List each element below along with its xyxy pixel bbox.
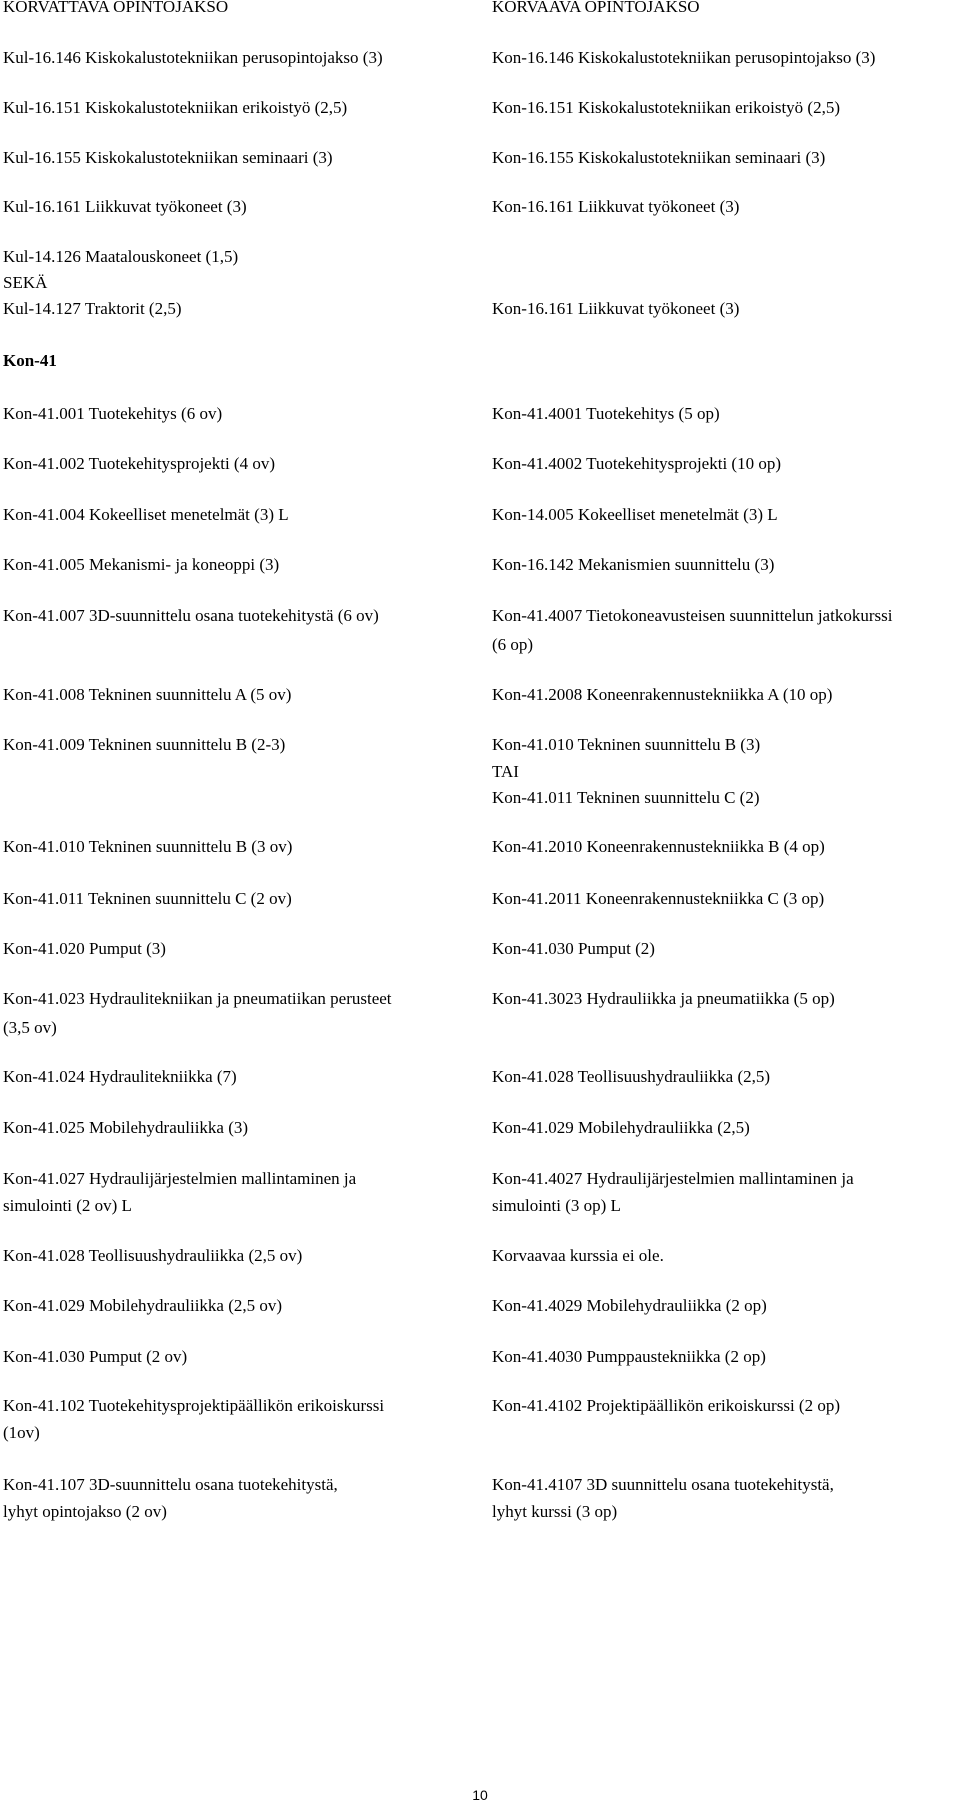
row-14-right: Kon-41.030 Pumput (2) — [492, 939, 655, 958]
row-14-left: Kon-41.020 Pumput (3) — [3, 939, 166, 958]
row-15-left-line1: Kon-41.023 Hydraulitekniikan ja pneumatiikan perusteet — [3, 989, 392, 1008]
row-1-right: Kon-16.151 Kiskokalustotekniikan erikoistyö (2,5) — [492, 98, 840, 117]
row-1-left: Kul-16.151 Kiskokalustotekniikan erikoistyö (2,5) — [3, 98, 348, 117]
header-left: KORVATTAVA OPINTOJAKSO — [3, 0, 229, 16]
row-23-left-line2: lyhyt opintojakso (2 ov) — [3, 1502, 167, 1521]
row-11-right-line3: Kon-41.011 Tekninen suunnittelu C (2) — [492, 788, 760, 807]
row-8-right: Kon-16.142 Mekanismien suunnittelu (3) — [492, 555, 775, 574]
row-20-left: Kon-41.029 Mobilehydrauliikka (2,5 ov) — [3, 1296, 283, 1315]
row-4-right: Kon-16.161 Liikkuvat työkoneet (3) — [492, 299, 740, 318]
row-19-right: Korvaavaa kurssia ei ole. — [492, 1246, 664, 1265]
row-23-left-line1: Kon-41.107 3D-suunnittelu osana tuotekehitystä, — [3, 1475, 338, 1494]
row-0-left: Kul-16.146 Kiskokalustotekniikan perusopintojakso (3) — [3, 48, 383, 67]
row-5-left: Kon-41.001 Tuotekehitys (6 ov) — [3, 404, 223, 423]
row-15-left-line2: (3,5 ov) — [3, 1018, 57, 1037]
header-right: KORVAAVA OPINTOJAKSO — [492, 0, 700, 16]
row-11-right-line2: TAI — [492, 762, 519, 781]
row-4-left-line2: SEKÄ — [3, 273, 48, 292]
row-4-left-line3: Kul-14.127 Traktorit (2,5) — [3, 299, 182, 318]
row-18-left-line2: simulointi (2 ov) L — [3, 1196, 132, 1215]
row-16-right: Kon-41.028 Teollisuushydrauliikka (2,5) — [492, 1067, 771, 1086]
row-16-left: Kon-41.024 Hydraulitekniikka (7) — [3, 1067, 237, 1086]
row-10-right: Kon-41.2008 Koneenrakennustekniikka A (10 op) — [492, 685, 833, 704]
row-23-right-line2: lyhyt kurssi (3 op) — [492, 1502, 618, 1521]
row-20-right: Kon-41.4029 Mobilehydrauliikka (2 op) — [492, 1296, 767, 1315]
row-11-right-line1: Kon-41.010 Tekninen suunnittelu B (3) — [492, 735, 761, 754]
row-10-left: Kon-41.008 Tekninen suunnittelu A (5 ov) — [3, 685, 292, 704]
row-18-left-line1: Kon-41.027 Hydraulijärjestelmien mallintaminen ja — [3, 1169, 357, 1188]
row-11-left: Kon-41.009 Tekninen suunnittelu B (2-3) — [3, 735, 286, 754]
page-number: 10 — [472, 1787, 488, 1803]
row-3-left: Kul-16.161 Liikkuvat työkoneet (3) — [3, 197, 247, 216]
row-2-right: Kon-16.155 Kiskokalustotekniikan seminaari (3) — [492, 148, 826, 167]
row-7-right: Kon-14.005 Kokeelliset menetelmät (3) L — [492, 505, 778, 524]
row-12-right: Kon-41.2010 Koneenrakennustekniikka B (4 op) — [492, 837, 825, 856]
row-2-left: Kul-16.155 Kiskokalustotekniikan seminaari (3) — [3, 148, 333, 167]
row-19-left: Kon-41.028 Teollisuushydrauliikka (2,5 ov) — [3, 1246, 303, 1265]
row-22-left-line2: (1ov) — [3, 1423, 40, 1442]
row-23-right-line1: Kon-41.4107 3D suunnittelu osana tuotekehitystä, — [492, 1475, 834, 1494]
row-7-left: Kon-41.004 Kokeelliset menetelmät (3) L — [3, 505, 289, 524]
row-21-left: Kon-41.030 Pumput (2 ov) — [3, 1347, 188, 1366]
row-9-right-line2: (6 op) — [492, 635, 534, 654]
row-8-left: Kon-41.005 Mekanismi- ja koneoppi (3) — [3, 555, 280, 574]
row-18-right-line1: Kon-41.4027 Hydraulijärjestelmien mallintaminen ja — [492, 1169, 854, 1188]
row-3-right: Kon-16.161 Liikkuvat työkoneet (3) — [492, 197, 740, 216]
row-4-left-line1: Kul-14.126 Maatalouskoneet (1,5) — [3, 247, 239, 266]
row-9-right-line1: Kon-41.4007 Tietokoneavusteisen suunnittelun jatkokurssi — [492, 606, 893, 625]
row-9-left: Kon-41.007 3D-suunnittelu osana tuotekehitystä (6 ov) — [3, 606, 379, 625]
row-22-right: Kon-41.4102 Projektipäällikön erikoiskurssi (2 op) — [492, 1396, 840, 1415]
row-5-right: Kon-41.4001 Tuotekehitys (5 op) — [492, 404, 720, 423]
row-17-left: Kon-41.025 Mobilehydrauliikka (3) — [3, 1118, 249, 1137]
row-6-left: Kon-41.002 Tuotekehitysprojekti (4 ov) — [3, 454, 275, 473]
row-22-left-line1: Kon-41.102 Tuotekehitysprojektipäällikön erikoiskurssi — [3, 1396, 385, 1415]
row-13-left: Kon-41.011 Tekninen suunnittelu C (2 ov) — [3, 889, 292, 908]
section-heading: Kon-41 — [3, 351, 57, 370]
row-18-right-line2: simulointi (3 op) L — [492, 1196, 621, 1215]
row-13-right: Kon-41.2011 Koneenrakennustekniikka C (3 op) — [492, 889, 825, 908]
row-12-left: Kon-41.010 Tekninen suunnittelu B (3 ov) — [3, 837, 293, 856]
row-15-right: Kon-41.3023 Hydrauliikka ja pneumatiikka (5 op) — [492, 989, 835, 1008]
row-6-right: Kon-41.4002 Tuotekehitysprojekti (10 op) — [492, 454, 781, 473]
row-17-right: Kon-41.029 Mobilehydrauliikka (2,5) — [492, 1118, 750, 1137]
row-0-right: Kon-16.146 Kiskokalustotekniikan perusopintojakso (3) — [492, 48, 876, 67]
row-21-right: Kon-41.4030 Pumppaustekniikka (2 op) — [492, 1347, 766, 1366]
